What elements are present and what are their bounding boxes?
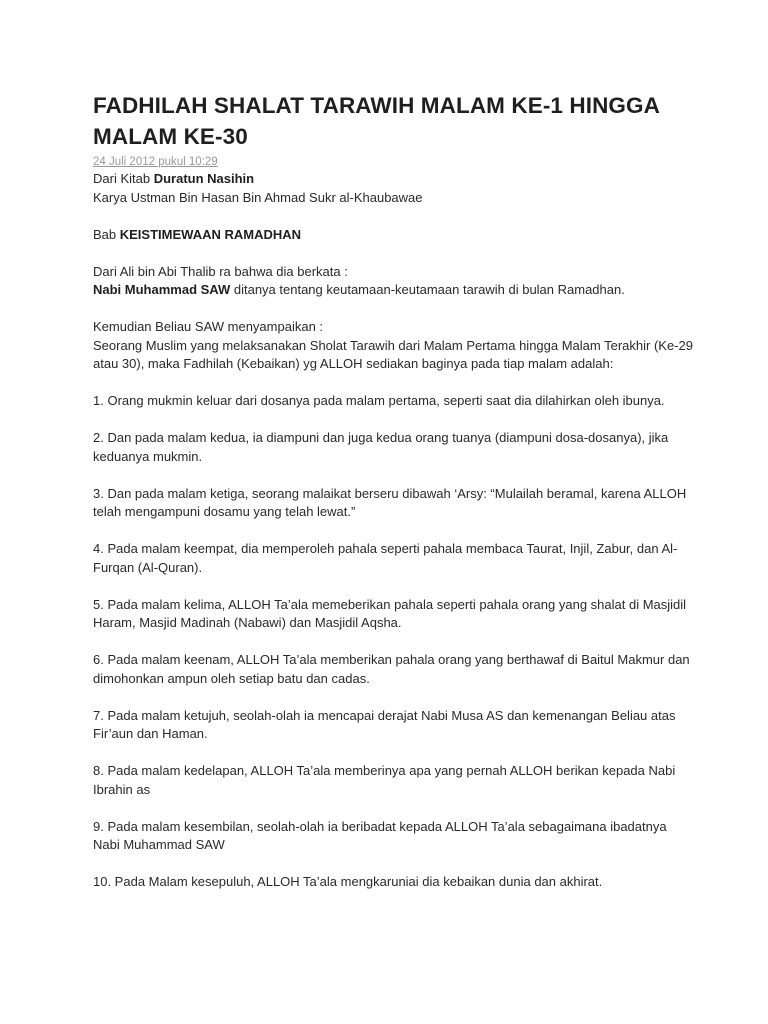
source-prefix: Dari Kitab (93, 171, 154, 186)
article-title: FADHILAH SHALAT TARAWIH MALAM KE-1 HINGGA MALAM KE-30 (93, 93, 660, 149)
post-date-link[interactable]: 24 Juli 2012 pukul 10:29 (93, 156, 218, 168)
spacer (93, 633, 693, 652)
spacer (93, 855, 693, 874)
spacer (93, 577, 693, 596)
list-item: 2. Dan pada malam kedua, ia diampuni dan juga kedua orang tuanya (diampuni dosa-dosanya), jika keduanya mukmin. (93, 430, 672, 464)
prophet-name: Nabi Muhammad SAW (93, 282, 231, 297)
prophet-rest: ditanya tentang keutamaan-keutamaan tarawih di bulan Ramadhan. (230, 282, 625, 297)
prophet-line (93, 281, 693, 300)
intro-line-1: Kemudian Beliau SAW menyampaikan : (93, 319, 324, 334)
list-item: 3. Dan pada malam ketiga, seorang malaikat berseru dibawah ‘Arsy: “Mulailah beramal, karena ALLOH telah mengampuni dosamu yang telah lewat.” (93, 485, 690, 519)
fadhilah-list (93, 374, 693, 892)
spacer (93, 374, 693, 393)
source-book: Duratun Nasihin (153, 171, 255, 186)
chapter-prefix: Bab (93, 226, 120, 242)
list-item: 9. Pada malam kesembilan, seolah-olah ia beribadat kepada ALLOH Ta’ala sebagaimana ibadatnya Nabi Muhammad SAW (93, 818, 671, 852)
article (93, 90, 697, 892)
spacer (93, 466, 693, 485)
spacer (93, 300, 693, 319)
spacer (93, 688, 693, 707)
list-item: 5. Pada malam kelima, ALLOH Ta’ala memeberikan pahala seperti pahala orang yang shalat di Masjidil Haram, Masjid Madinah (Nabawi) dan Masjidil Aqsha. (93, 596, 690, 630)
list-item: 10. Pada Malam kesepuluh, ALLOH Ta’ala mengkaruniai dia kebaikan dunia dan akhirat. (93, 874, 603, 889)
spacer (93, 799, 693, 818)
narration-line: Dari Ali bin Abi Thalib ra bahwa dia berkata : (93, 263, 348, 279)
source-line (93, 170, 693, 189)
spacer (93, 744, 693, 763)
chapter-name: KEISTIMEWAAN RAMADHAN (119, 226, 302, 242)
list-item: 7. Pada malam ketujuh, seolah-olah ia mencapai derajat Nabi Musa AS dan kemenangan Beliau atas Fir’aun dan Haman. (93, 707, 680, 741)
list-item: 1. Orang mukmin keluar dari dosanya pada malam pertama, seperti saat dia dilahirkan oleh ibunya. (93, 393, 665, 408)
spacer (93, 522, 693, 541)
intro-line-2: Seorang Muslim yang melaksanakan Sholat Tarawih dari Malam Pertama hingga Malam Terakhir (Ke-29 atau 30), maka Fadhilah (Kebaikan) yg ALLOH sediakan baginya pada tiap malam adalah: (93, 337, 697, 371)
spacer (93, 207, 693, 226)
list-item: 8. Pada malam kedelapan, ALLOH Ta’ala memberinya apa yang pernah ALLOH berikan kepada Nabi Ibrahin as (93, 763, 679, 797)
list-item: 6. Pada malam keenam, ALLOH Ta’ala memberikan pahala orang yang berthawaf di Baitul Makmur dan dimohonkan ampun oleh setiap batu dan cadas. (93, 652, 694, 686)
spacer (93, 411, 693, 430)
list-item: 4. Pada malam keempat, dia memperoleh pahala seperti pahala membaca Taurat, Injil, Zabur, dan Al-Furqan (Al-Quran). (93, 541, 678, 575)
author-line: Karya Ustman Bin Hasan Bin Ahmad Sukr al-Khaubawae (93, 189, 423, 205)
chapter-line (93, 226, 693, 245)
spacer (93, 244, 693, 263)
